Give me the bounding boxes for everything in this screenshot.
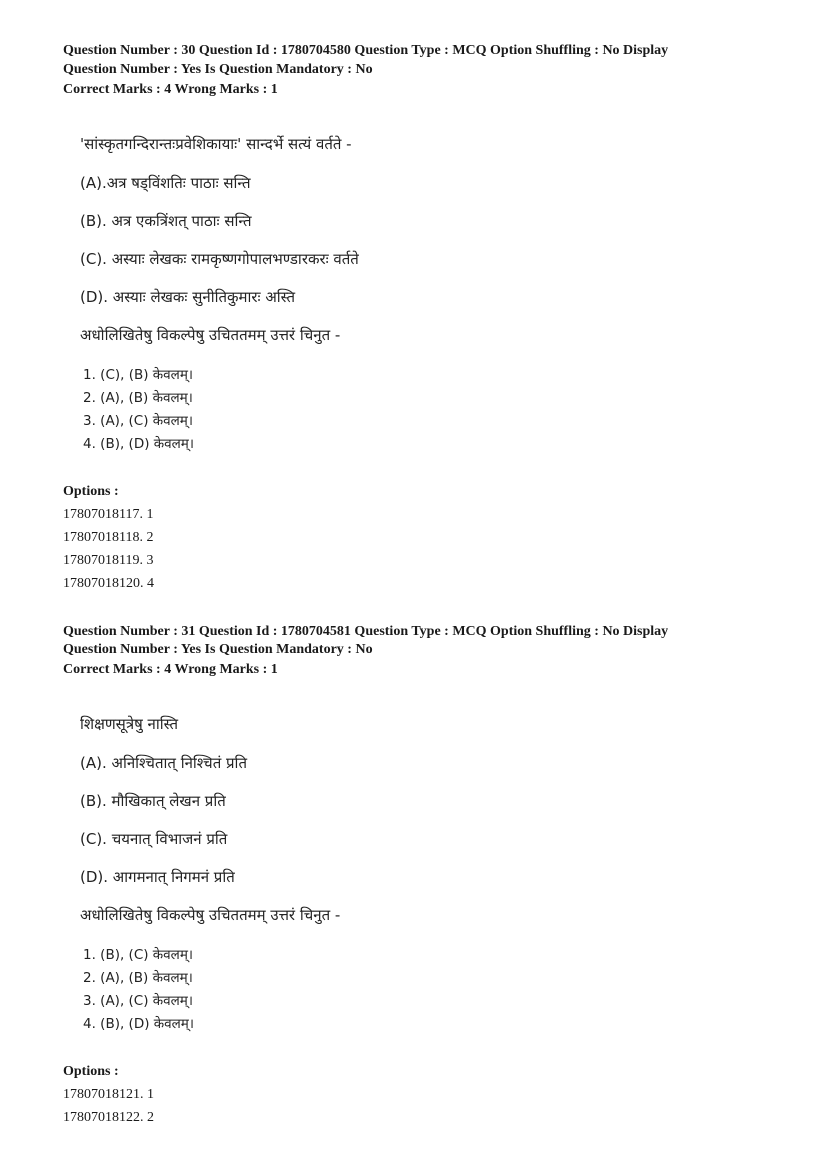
option-id-3: 17807018119. 3 xyxy=(63,553,154,568)
choice-2: 2. (A), (B) केवलम्। xyxy=(83,970,193,986)
question-instruction: अधोलिखितेषु विकल्पेषु उचिततमम् उत्तरं चिनुत - xyxy=(80,906,341,924)
options-label: Options : xyxy=(63,484,119,499)
statement-a: (A). अनिश्चितात् निश्चितं प्रति xyxy=(80,754,247,772)
choice-3: 3. (A), (C) केवलम्। xyxy=(83,993,193,1009)
question-meta-line1: Question Number : 31 Question Id : 1780704581 Question Type : MCQ Option Shuffling : No Display xyxy=(63,624,669,639)
statement-b: (B). मौखिकात् लेखन प्रति xyxy=(80,792,226,810)
question-marks-line: Correct Marks : 4 Wrong Marks : 1 xyxy=(63,82,278,97)
question-instruction: अधोलिखितेषु विकल्पेषु उचिततमम् उत्तरं चिनुत - xyxy=(80,326,341,344)
question-meta-line2: Question Number : Yes Is Question Mandatory : No xyxy=(63,62,373,77)
option-id-4: 17807018120. 4 xyxy=(63,576,154,591)
options-label: Options : xyxy=(63,1064,119,1079)
statement-c: (C). चयनात् विभाजनं प्रति xyxy=(80,830,228,848)
statement-d: (D). आगमनात् निगमनं प्रति xyxy=(80,868,235,886)
option-id-1: 17807018121. 1 xyxy=(63,1087,154,1102)
option-id-2: 17807018118. 2 xyxy=(63,530,154,545)
question-stem: 'सांस्कृतगन्दिरान्तःप्रवेशिकायाः' सान्दर्भे सत्यं वर्तते - xyxy=(80,135,352,153)
question-stem: शिक्षणसूत्रेषु नास्ति xyxy=(80,715,179,733)
question-marks-line: Correct Marks : 4 Wrong Marks : 1 xyxy=(63,662,278,677)
question-meta-line1: Question Number : 30 Question Id : 1780704580 Question Type : MCQ Option Shuffling : No Display xyxy=(63,43,669,58)
choice-1: 1. (C), (B) केवलम्। xyxy=(83,367,194,383)
choice-1: 1. (B), (C) केवलम्। xyxy=(83,947,194,963)
question-meta-line2: Question Number : Yes Is Question Mandatory : No xyxy=(63,642,373,657)
statement-b: (B). अत्र एकत्रिंशत् पाठाः सन्ति xyxy=(80,212,252,230)
statement-c: (C). अस्याः लेखकः रामकृष्णगोपालभण्डारकरः वर्तते xyxy=(80,250,359,268)
choice-3: 3. (A), (C) केवलम्। xyxy=(83,413,193,429)
option-id-2: 17807018122. 2 xyxy=(63,1110,154,1125)
statement-d: (D). अस्याः लेखकः सुनीतिकुमारः अस्ति xyxy=(80,288,296,306)
option-id-1: 17807018117. 1 xyxy=(63,507,154,522)
choice-2: 2. (A), (B) केवलम्। xyxy=(83,390,193,406)
choice-4: 4. (B), (D) केवलम्। xyxy=(83,1016,194,1032)
statement-a: (A).अत्र षड्विंशतिः पाठाः सन्ति xyxy=(80,174,251,192)
choice-4: 4. (B), (D) केवलम्। xyxy=(83,436,194,452)
